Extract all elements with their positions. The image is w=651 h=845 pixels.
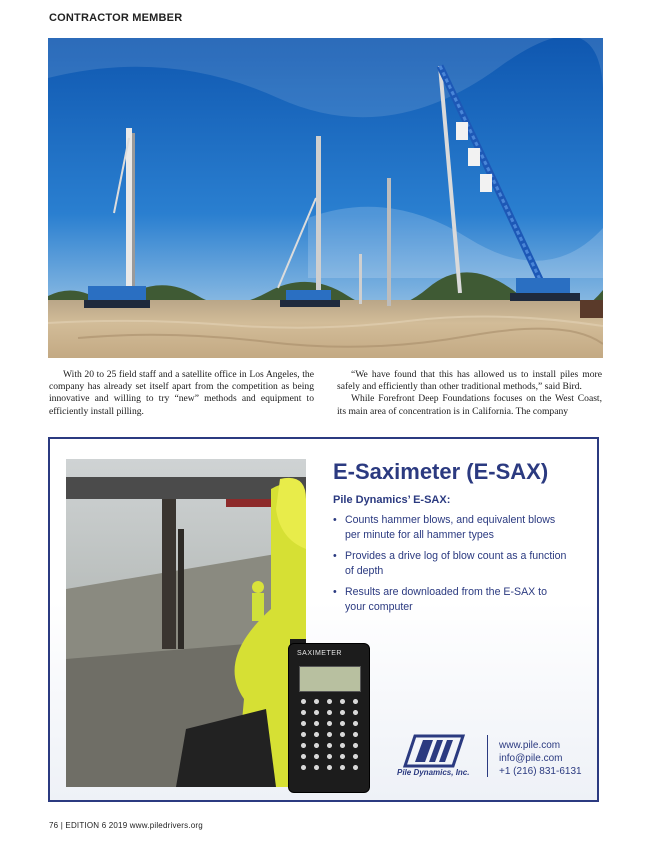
advertisement [48, 437, 599, 802]
contact-website[interactable]: www.pile.com [499, 740, 561, 751]
article-column-left [49, 369, 314, 418]
device-keypad [297, 696, 361, 776]
device-label: SAXIMETER [297, 650, 342, 657]
article-paragraph: While Forefront Deep Foundations focuses on the West Coast, its main area of concentration is in California. The company [337, 393, 602, 417]
ad-feature-list [333, 513, 568, 621]
device-screen [299, 666, 361, 692]
hero-photo [48, 38, 603, 358]
page-footer: 76 | EDITION 6 2019 www.piledrivers.org [49, 821, 203, 830]
contact-phone: +1 (216) 831-6131 [499, 766, 582, 777]
saximeter-device [288, 643, 370, 793]
ad-contact [499, 739, 582, 778]
logo-divider [487, 735, 488, 777]
ad-photo [66, 459, 306, 787]
pile-dynamics-logo [393, 730, 485, 780]
contact-email[interactable]: info@pile.com [499, 753, 563, 764]
ad-feature-item: • Counts hammer blows, and equivalent blows per minute for all hammer types [333, 513, 568, 543]
article-paragraph: With 20 to 25 field staff and a satellite office in Los Angeles, the company has already set itself apart from the competition as being innovative and willing to try “new” methods and equipment to efficiently install pilling. [49, 369, 314, 417]
ad-feature-item: • Provides a drive log of blow count as a function of depth [333, 549, 568, 579]
section-label: CONTRACTOR MEMBER [49, 12, 183, 24]
article-paragraph: “We have found that this has allowed us to install piles more safely and efficiently than other traditional methods,” said Bird. [337, 369, 602, 393]
article-column-right [337, 369, 602, 418]
ad-title: E-Saximeter (E-SAX) [333, 459, 549, 484]
ad-feature-item: • Results are downloaded from the E-SAX to your computer [333, 585, 568, 615]
logo-wordmark: Pile Dynamics, Inc. [397, 768, 470, 777]
ad-subtitle: Pile Dynamics’ E-SAX: [333, 494, 451, 506]
